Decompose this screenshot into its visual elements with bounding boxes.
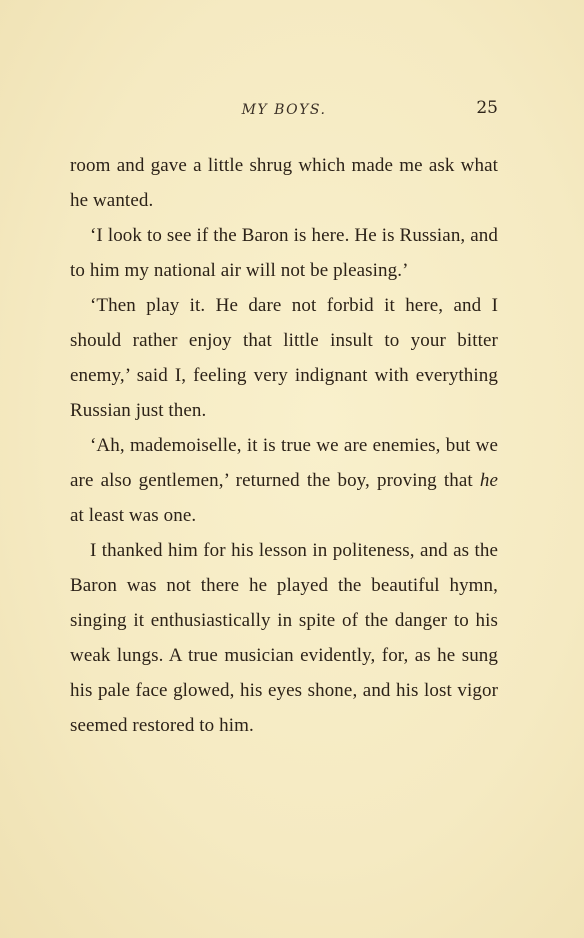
paragraph-4-after: at least was one. [70, 505, 197, 526]
body-text [70, 148, 498, 743]
page-number: 25 [476, 98, 498, 118]
paragraph-5: I thanked him for his lesson in politeness, and as the Baron was not there he played the beautiful hymn, singing it enthusiastically in spite of the danger to his weak lungs. A true musician evidently, for, as he sung his pale face glowed, his eyes shone, and his lost vigor seemed restored to him. [70, 540, 498, 736]
paragraph-4-emphasis: he [479, 470, 498, 491]
paragraph-4 [70, 428, 498, 533]
running-title: MY BOYS. [241, 102, 327, 118]
paragraph-4-before: ‘Ah, mademoiselle, it is true we are enemies, but we are also gentlemen,’ returned the boy, proving that [70, 435, 498, 491]
page-header [70, 98, 498, 124]
paragraph-3: ‘Then play it. He dare not forbid it here, and I should rather enjoy that little insult to your bitter enemy,’ said I, feeling very indignant with everything Russian just then. [70, 295, 498, 421]
paragraph-2: ‘I look to see if the Baron is here. He is Russian, and to him my national air will not be pleasing.’ [70, 225, 498, 281]
paragraph-1: room and gave a little shrug which made me ask what he wanted. [70, 155, 498, 211]
